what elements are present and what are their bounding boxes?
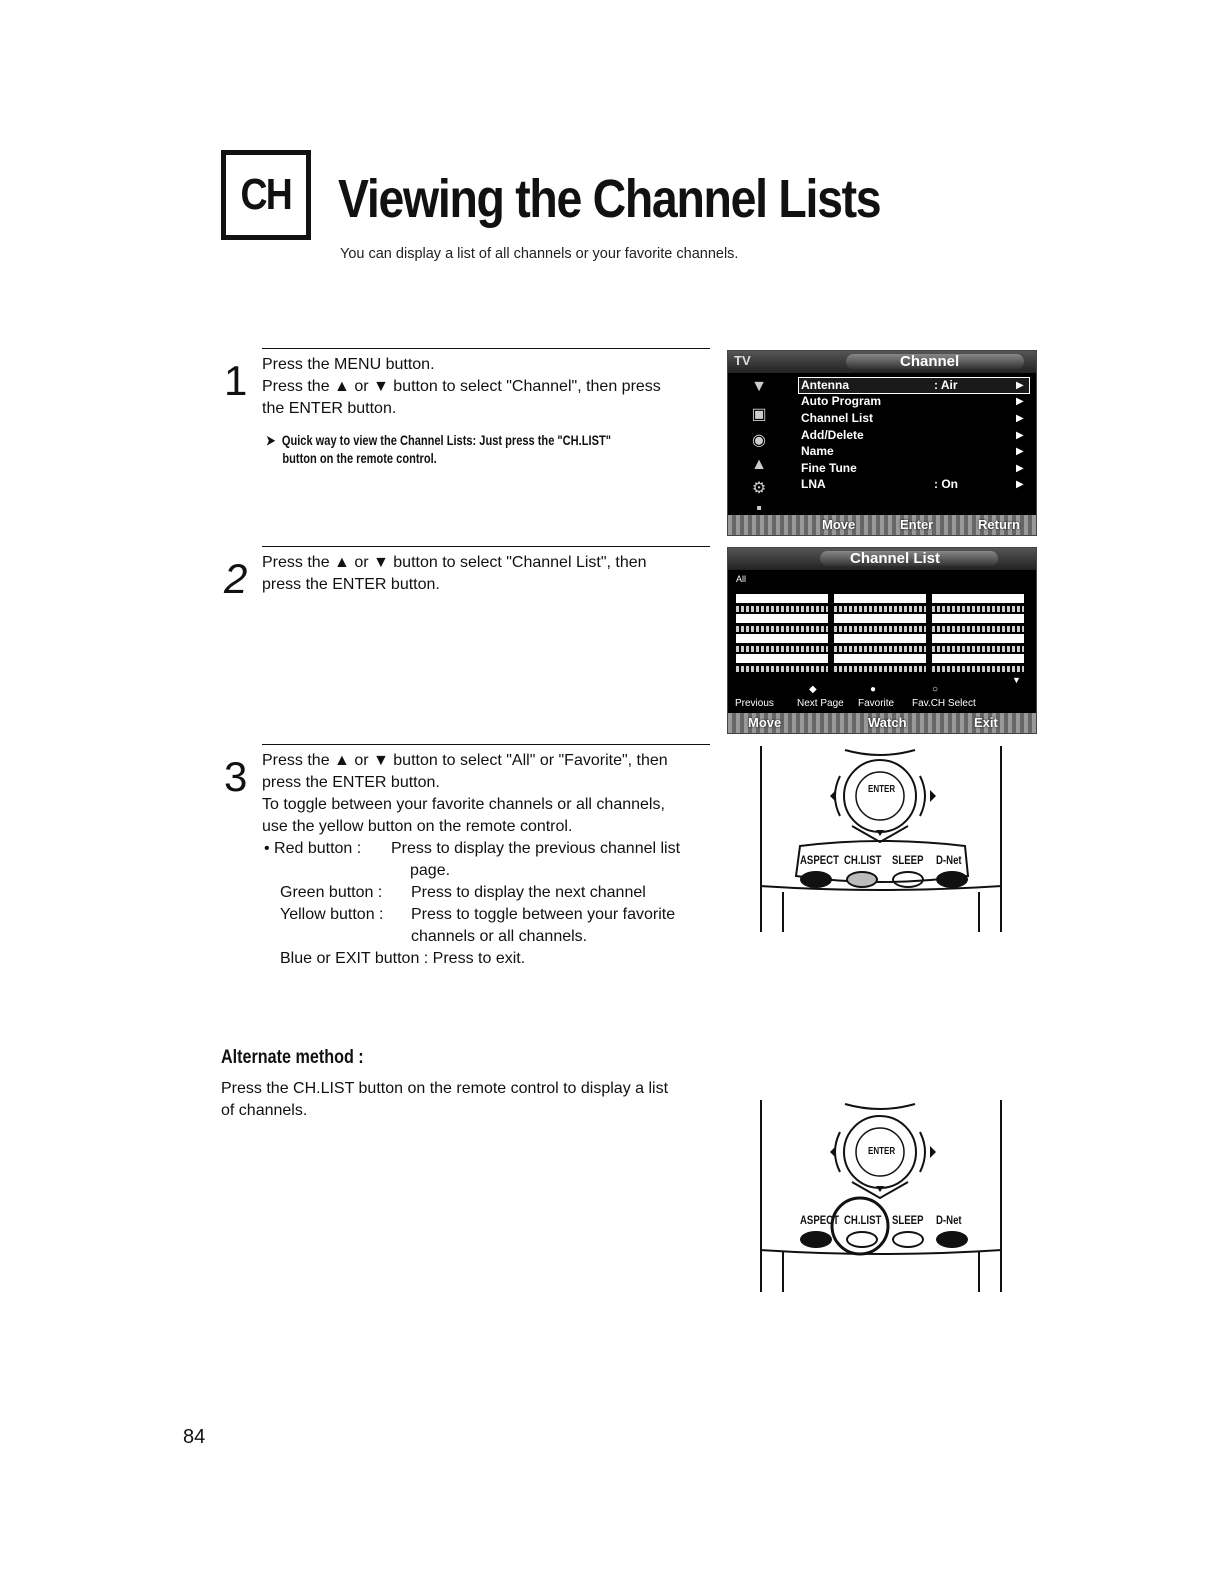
ch-list-button bbox=[846, 1231, 878, 1248]
quick-tip-line: Quick way to view the Channel Lists: Just press the "CH.LIST" bbox=[281, 433, 611, 448]
arrow-right-icon: ▶ bbox=[1016, 463, 1024, 474]
page-subtitle: You can display a list of all channels or your favorite channels. bbox=[340, 246, 739, 262]
alternate-text bbox=[221, 1078, 668, 1122]
step-3-number: 3 bbox=[224, 753, 248, 800]
yellow-button-name: Yellow button : bbox=[280, 906, 384, 923]
menu-item-antenna: Antenna bbox=[801, 378, 849, 392]
footer-watch: Watch bbox=[868, 715, 907, 730]
channel-cell bbox=[932, 594, 1024, 603]
blue-exit-line: Blue or EXIT button : Press to exit. bbox=[280, 950, 526, 967]
alternate-line: of channels. bbox=[221, 1102, 308, 1119]
menu-item-add-delete: Add/Delete bbox=[801, 428, 864, 442]
step-3-line: To toggle between your favorite channels or all channels, bbox=[262, 796, 665, 813]
channel-cell bbox=[834, 614, 926, 623]
nav-fav-ch-select: Fav.CH Select bbox=[912, 698, 976, 709]
sound-icon: ◉ bbox=[752, 432, 766, 449]
channel-cell bbox=[736, 594, 828, 603]
red-button-desc-2: page. bbox=[410, 862, 451, 879]
channel-row bbox=[736, 666, 828, 672]
menu-item-auto-program: Auto Program bbox=[801, 394, 882, 408]
step-1-line: Press the MENU button. bbox=[262, 356, 435, 373]
tv-icon: ▪ bbox=[756, 500, 762, 517]
step-3-text bbox=[262, 750, 668, 838]
arrow-right-icon: ▶ bbox=[1016, 430, 1024, 441]
menu-item-name: Name bbox=[801, 444, 834, 458]
previous-icon: ◆ bbox=[809, 684, 817, 695]
yellow-button-desc-2: channels or all channels. bbox=[411, 928, 588, 945]
sleep-button bbox=[892, 871, 924, 888]
arrow-right-icon: ▶ bbox=[1016, 413, 1024, 424]
step-1-text bbox=[262, 354, 661, 420]
chapter-badge-text: CH bbox=[240, 170, 292, 219]
footer-enter: Enter bbox=[900, 517, 934, 532]
chapter-badge bbox=[221, 150, 311, 240]
channel-cell bbox=[736, 614, 828, 623]
channel-row bbox=[736, 626, 828, 632]
nav-previous: Previous bbox=[735, 698, 774, 709]
channel-cell bbox=[736, 654, 828, 663]
nav-favorite: Favorite bbox=[858, 698, 895, 709]
channel-row bbox=[834, 646, 926, 652]
channel-row bbox=[736, 606, 828, 612]
sleep-button bbox=[892, 1231, 924, 1248]
arrow-right-icon: ▶ bbox=[1016, 380, 1024, 391]
channel-row bbox=[736, 646, 828, 652]
aspect-label: ASPECT bbox=[800, 1213, 839, 1227]
step-2-number: 2 bbox=[224, 555, 248, 602]
channel-row bbox=[932, 646, 1024, 652]
next-page-icon: ● bbox=[870, 684, 877, 695]
page-title: Viewing the Channel Lists bbox=[338, 169, 881, 229]
list-filter-label: All bbox=[736, 574, 747, 584]
channel-row bbox=[932, 666, 1024, 672]
d-net-label: D-Net bbox=[936, 1213, 962, 1227]
d-net-label: D-Net bbox=[936, 853, 962, 867]
green-button-desc: Press to display the next channel bbox=[411, 884, 646, 901]
scroll-down-icon: ▼ bbox=[1012, 675, 1021, 685]
sleep-label: SLEEP bbox=[892, 853, 924, 867]
ch-list-button bbox=[846, 871, 878, 888]
yellow-button-desc: Press to toggle between your favorite bbox=[411, 906, 676, 923]
channel-icon: ▲ bbox=[751, 456, 767, 473]
nav-next-page: Next Page bbox=[797, 698, 844, 709]
tv-footer bbox=[728, 713, 1036, 733]
tv-list-title: Channel List bbox=[850, 550, 941, 567]
enter-label: ENTER bbox=[868, 1146, 896, 1157]
d-net-button bbox=[936, 871, 968, 888]
aspect-label: ASPECT bbox=[800, 853, 839, 867]
channel-cell bbox=[834, 634, 926, 643]
remote-dpad-svg bbox=[760, 746, 1002, 896]
footer-move: Move bbox=[748, 715, 782, 730]
menu-item-lna: LNA bbox=[801, 477, 826, 491]
channel-cell bbox=[834, 654, 926, 663]
setup-icon: ⚙ bbox=[751, 480, 767, 497]
arrow-right-icon: ▶ bbox=[1016, 446, 1024, 457]
ch-list-label: CH.LIST bbox=[844, 1213, 882, 1227]
footer-exit: Exit bbox=[974, 715, 998, 730]
step-1-line: Press the ▲ or ▼ button to select "Channel", then press bbox=[262, 378, 661, 395]
page-number: 84 bbox=[183, 1426, 206, 1448]
ch-list-label: CH.LIST bbox=[844, 853, 882, 867]
red-button-name: • Red button : bbox=[264, 840, 362, 857]
enter-label: ENTER bbox=[868, 784, 896, 795]
alternate-heading: Alternate method : bbox=[221, 1047, 364, 1068]
quick-tip bbox=[266, 432, 611, 468]
channel-cell bbox=[932, 614, 1024, 623]
arrow-right-icon: ➤ bbox=[266, 433, 276, 448]
step-3-line: Press the ▲ or ▼ button to select "All" or "Favorite", then bbox=[262, 752, 668, 769]
channel-cell bbox=[932, 634, 1024, 643]
channel-row bbox=[834, 606, 926, 612]
step-1-number: 1 bbox=[224, 357, 248, 404]
step-1-line: the ENTER button. bbox=[262, 400, 397, 417]
alternate-line: Press the CH.LIST button on the remote control to display a list bbox=[221, 1080, 669, 1097]
channel-row bbox=[932, 606, 1024, 612]
step-3-line: use the yellow button on the remote control. bbox=[262, 818, 573, 835]
tv-footer bbox=[728, 515, 1036, 535]
tv-corner-label: TV bbox=[734, 353, 751, 368]
channel-row bbox=[834, 666, 926, 672]
menu-item-fine-tune: Fine Tune bbox=[801, 461, 857, 475]
red-button-desc: Press to display the previous channel list bbox=[391, 840, 681, 857]
favorite-icon: ○ bbox=[932, 684, 939, 695]
channel-row bbox=[932, 626, 1024, 632]
step-3-rule bbox=[262, 744, 710, 745]
menu-value-antenna: : Air bbox=[934, 378, 958, 392]
arrow-right-icon: ▶ bbox=[1016, 396, 1024, 407]
menu-item-channel-list: Channel List bbox=[801, 411, 874, 425]
channel-cell bbox=[736, 634, 828, 643]
d-net-button bbox=[936, 1231, 968, 1248]
menu-value-lna: : On bbox=[934, 477, 958, 491]
green-button-name: Green button : bbox=[280, 884, 383, 901]
antenna-icon: ▼ bbox=[751, 378, 767, 395]
arrow-right-icon: ▶ bbox=[1016, 479, 1024, 490]
aspect-button bbox=[800, 1231, 832, 1248]
picture-icon: ▣ bbox=[751, 406, 767, 423]
channel-cell bbox=[834, 594, 926, 603]
aspect-button bbox=[800, 871, 832, 888]
sleep-label: SLEEP bbox=[892, 1213, 924, 1227]
step-3-line: press the ENTER button. bbox=[262, 774, 440, 791]
channel-row bbox=[834, 626, 926, 632]
quick-tip-line: button on the remote control. bbox=[282, 451, 437, 466]
step-2-line: press the ENTER button. bbox=[262, 576, 440, 593]
footer-move: Move bbox=[822, 517, 856, 532]
step-1-rule bbox=[262, 348, 710, 349]
step-2-text bbox=[262, 552, 647, 596]
step-2-rule bbox=[262, 546, 710, 547]
tv-menu-title: Channel bbox=[900, 353, 960, 370]
footer-return: Return bbox=[978, 517, 1020, 532]
channel-cell bbox=[932, 654, 1024, 663]
step-2-line: Press the ▲ or ▼ button to select "Channel List", then bbox=[262, 554, 647, 571]
